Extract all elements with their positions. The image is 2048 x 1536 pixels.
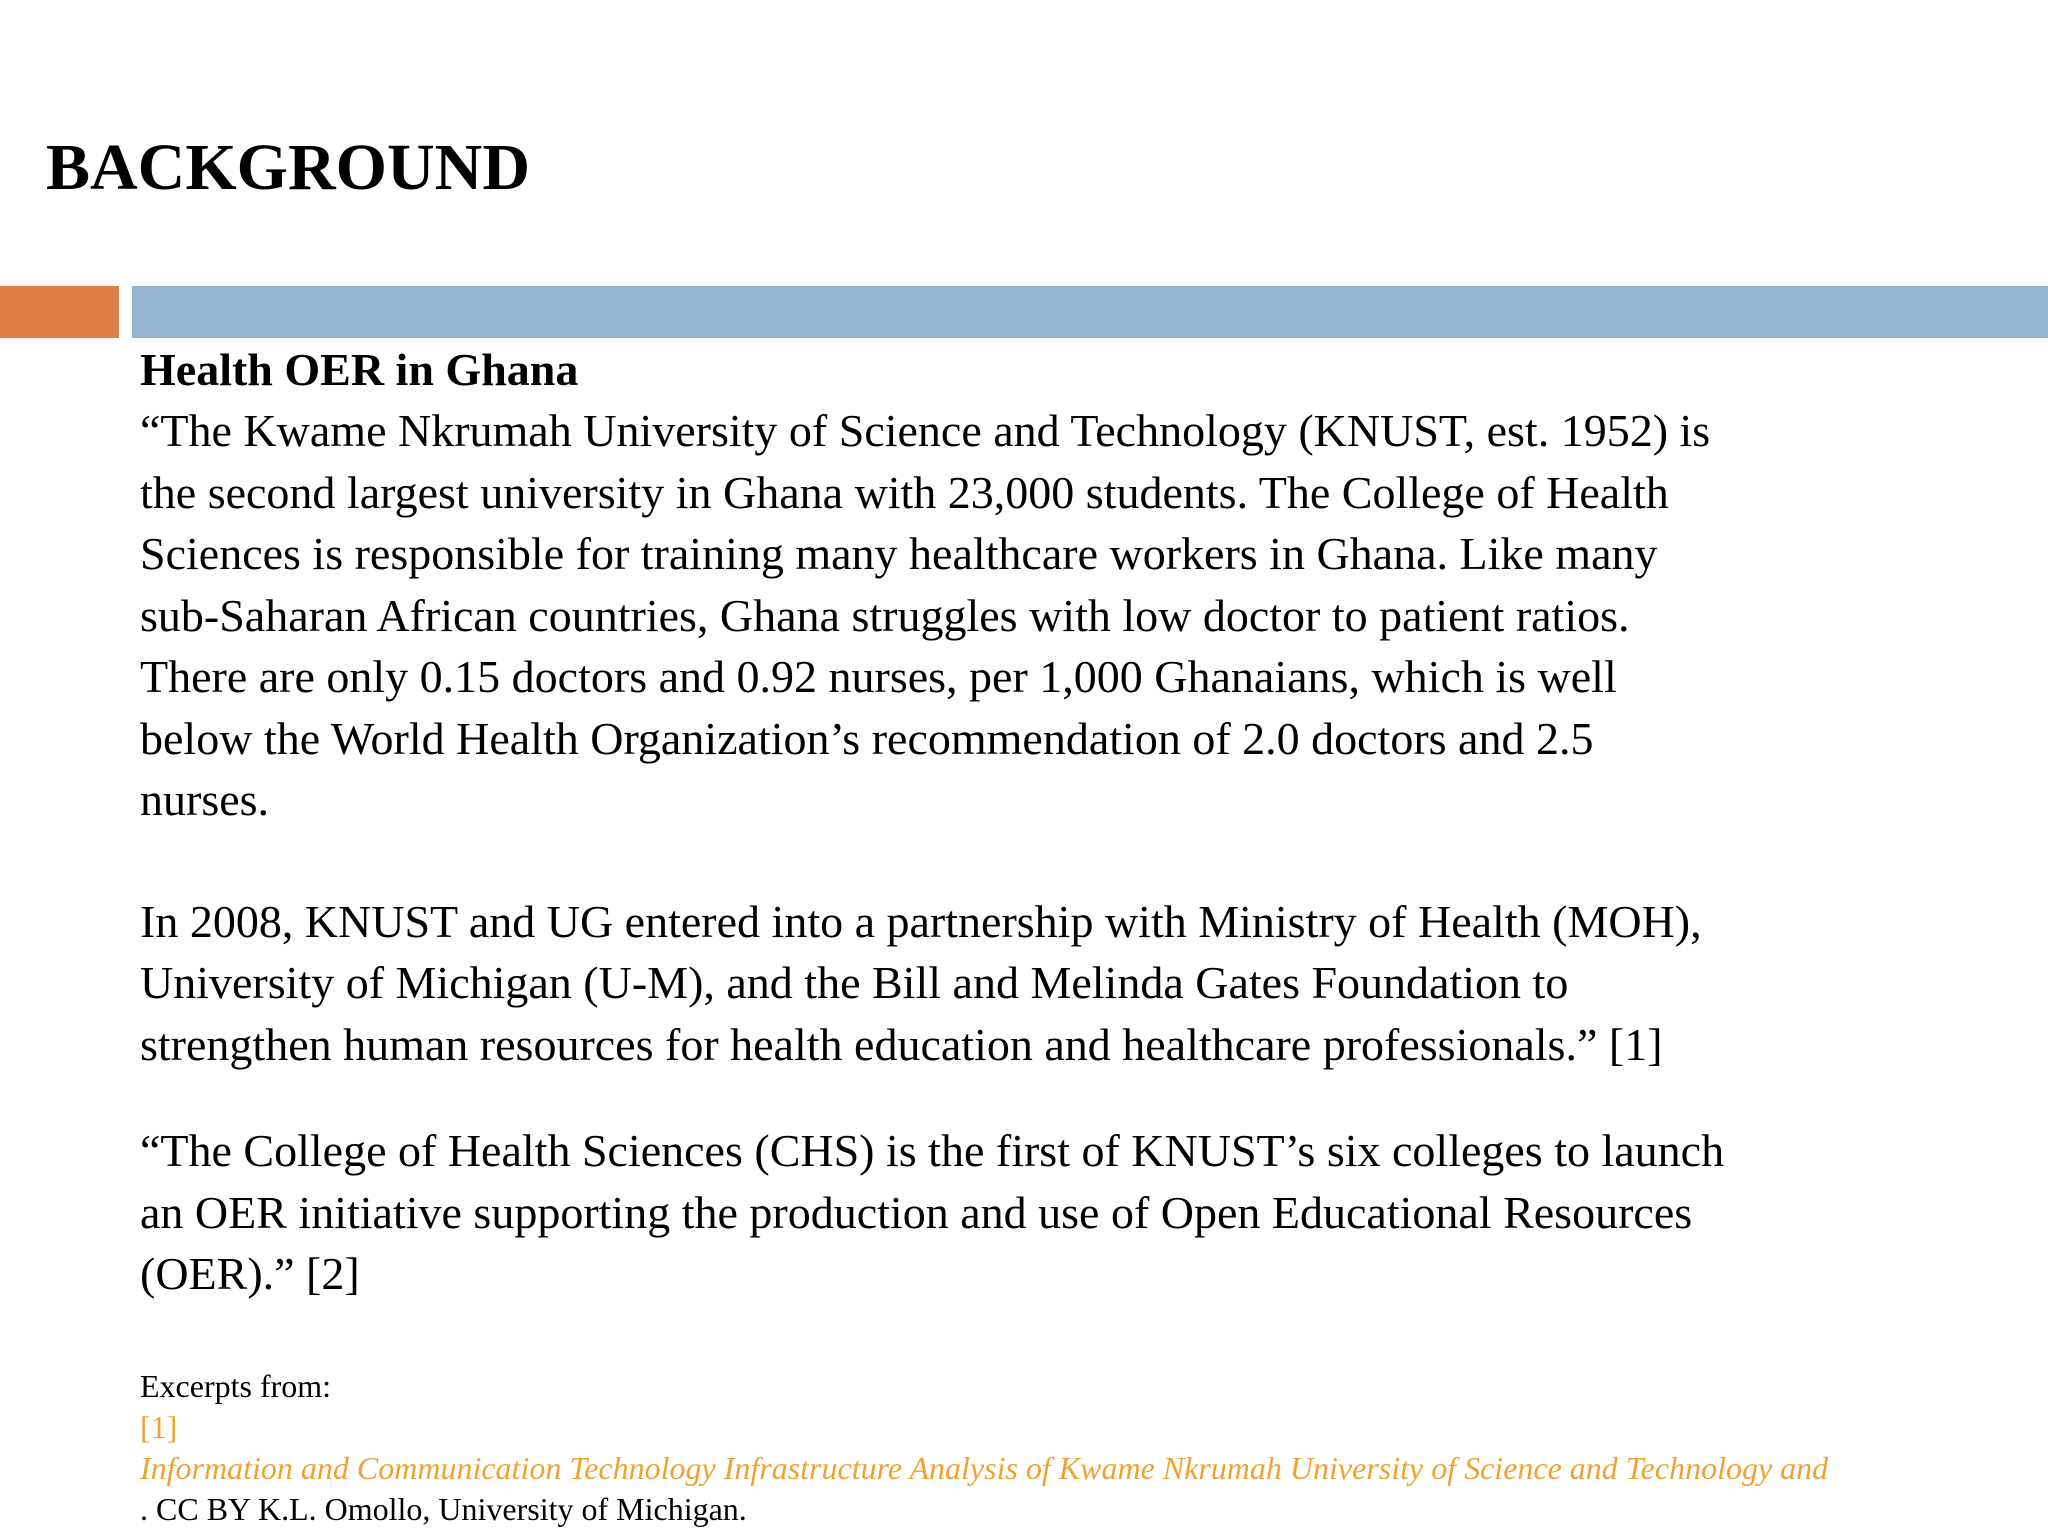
footnote-ref-title-link[interactable]: Information and Communication Technology Infrastructure Analysis of Kwame Nkrumah University of Science and Technology and: [140, 1450, 1829, 1486]
slide-title: BACKGROUND: [46, 131, 531, 204]
footnote: [140, 1366, 1920, 1530]
paragraph-knust-background: [140, 400, 2030, 831]
text-line: the second largest university in Ghana with 23,000 students. The College of Health: [140, 466, 1669, 518]
text-line: There are only 0.15 doctors and 0.92 nurses, per 1,000 Ghanaians, which is well: [140, 651, 1617, 702]
text-line: University of Michigan (U-M), and the Bill and Melinda Gates Foundation to: [140, 957, 1569, 1008]
text-line: “The Kwame Nkrumah University of Science and Technology (KNUST, est. 1952) is: [140, 405, 1711, 456]
footnote-intro: Excerpts from:: [140, 1368, 332, 1404]
footnote-credit: . CC BY K.L. Omollo, University of Michigan.: [140, 1491, 747, 1527]
text-line: In 2008, KNUST and UG entered into a partnership with Ministry of Health (MOH),: [140, 895, 1702, 947]
paragraph-partnership: [140, 891, 2030, 1076]
accent-bar-orange: [0, 286, 119, 338]
text-line: “The College of Health Sciences (CHS) is the first of KNUST’s six colleges to launch: [140, 1125, 1725, 1176]
slide-body: [140, 338, 2030, 1305]
text-line: strengthen human resources for health education and healthcare professionals.” [1]: [140, 1018, 1663, 1070]
text-line: sub-Saharan African countries, Ghana struggles with low doctor to patient ratios.: [140, 589, 1630, 641]
text-line: Sciences is responsible for training many healthcare workers in Ghana. Like many: [140, 528, 1658, 579]
paragraph-oer-initiative: [140, 1120, 2030, 1305]
section-subtitle: Health OER in Ghana: [140, 344, 579, 395]
text-line: (OER).” [2]: [140, 1248, 360, 1299]
footnote-ref-link[interactable]: [1]: [140, 1409, 178, 1445]
text-line: an OER initiative supporting the production and use of Open Educational Resources: [140, 1186, 1693, 1238]
text-line: nurses.: [140, 774, 270, 825]
accent-bar-blue: [132, 286, 2048, 338]
text-line: below the World Health Organization’s recommendation of 2.0 doctors and 2.5: [140, 712, 1594, 764]
